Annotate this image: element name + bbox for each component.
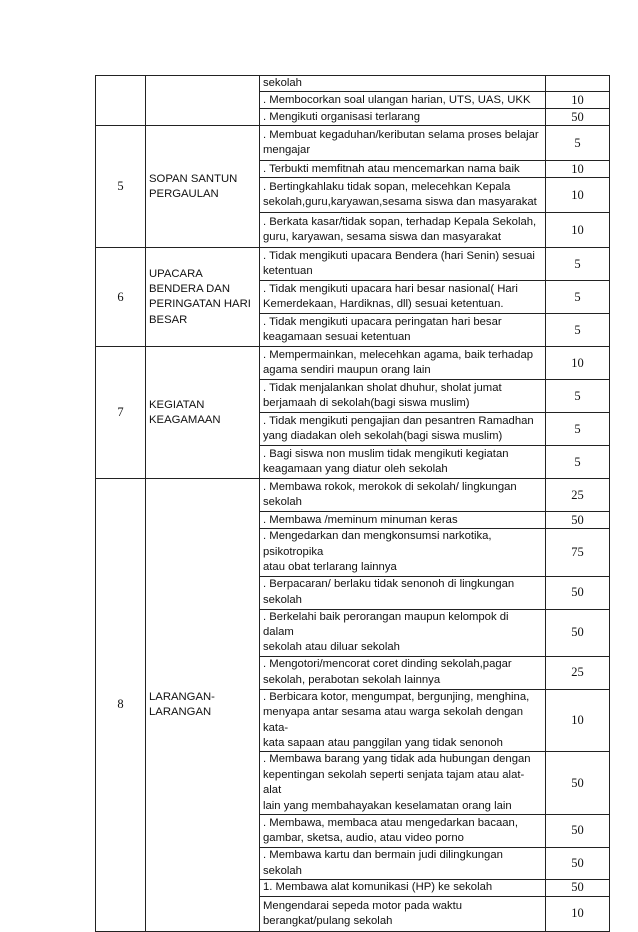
points-cell: 5	[546, 413, 610, 446]
violation-description-cell: sekolah	[260, 76, 546, 92]
violation-description-cell: 1. Membawa alat komunikasi (HP) ke sekolah	[260, 879, 546, 896]
points-cell: 25	[546, 656, 610, 689]
points-cell: 50	[546, 752, 610, 815]
points-cell: 50	[546, 512, 610, 529]
violation-description-cell: . Tidak mengikuti upacara Bendera (hari Senin) sesuai ketentuan	[260, 248, 546, 281]
points-cell: 50	[546, 815, 610, 848]
category-cell: LARANGAN- LARANGAN	[146, 479, 260, 932]
violation-description-cell: . Bertingkahlaku tidak sopan, melecehkan Kepala sekolah,guru,karyawan,sesama siswa dan masyarakat	[260, 178, 546, 213]
points-cell: 5	[546, 248, 610, 281]
violation-table-body	[96, 76, 610, 932]
points-cell: 10	[546, 896, 610, 931]
table-row	[96, 126, 610, 161]
violation-description-cell: . Tidak mengikuti upacara hari besar nasional( Hari Kemerdekaan, Hardiknas, dll) sesuai ketentuan.	[260, 281, 546, 314]
points-cell: 10	[546, 178, 610, 213]
violation-description-cell: . Membocorkan soal ulangan harian, UTS, UAS, UKK	[260, 92, 546, 109]
violation-description-cell: . Mengikuti organisasi terlarang	[260, 109, 546, 126]
violation-description-cell: . Membawa kartu dan bermain judi dilingkungan sekolah	[260, 848, 546, 880]
points-cell: 10	[546, 92, 610, 109]
violation-description-cell: . Membuat kegaduhan/keributan selama proses belajar mengajar	[260, 126, 546, 161]
points-cell	[546, 76, 610, 92]
row-number-cell	[96, 76, 146, 126]
violation-description-cell: . Membawa rokok, merokok di sekolah/ lingkungan sekolah	[260, 479, 546, 512]
table-row	[96, 76, 610, 92]
row-number-cell: 6	[96, 248, 146, 347]
violation-description-cell: . Terbukti memfitnah atau mencemarkan nama baik	[260, 161, 546, 178]
points-cell: 5	[546, 126, 610, 161]
violation-description-cell: . Bagi siswa non muslim tidak mengikuti kegiatan keagamaan yang diatur oleh sekolah	[260, 446, 546, 479]
points-cell: 5	[546, 446, 610, 479]
violation-points-table	[95, 75, 610, 932]
category-cell: KEGIATAN KEAGAMAAN	[146, 347, 260, 479]
violation-description-cell: Mengendarai sepeda motor pada waktu berangkat/pulang sekolah	[260, 896, 546, 931]
category-cell: UPACARA BENDERA DAN PERINGATAN HARI BESAR	[146, 248, 260, 347]
points-cell: 50	[546, 848, 610, 880]
points-cell: 10	[546, 213, 610, 248]
category-cell	[146, 76, 260, 126]
row-number-cell: 7	[96, 347, 146, 479]
violation-description-cell: . Tidak mengikuti pengajian dan pesantren Ramadhan yang diadakan oleh sekolah(bagi siswa muslim)	[260, 413, 546, 446]
violation-description-cell: . Berpacaran/ berlaku tidak senonoh di lingkungan sekolah	[260, 576, 546, 609]
violation-description-cell: . Berkelahi baik perorangan maupun kelompok di dalam sekolah atau diluar sekolah	[260, 609, 546, 656]
points-cell: 5	[546, 380, 610, 413]
points-cell: 5	[546, 281, 610, 314]
points-cell: 10	[546, 689, 610, 752]
points-cell: 25	[546, 479, 610, 512]
category-cell: SOPAN SANTUN PERGAULAN	[146, 126, 260, 248]
points-cell: 50	[546, 109, 610, 126]
violation-description-cell: . Tidak mengikuti upacara peringatan hari besar keagamaan sesuai ketentuan	[260, 314, 546, 347]
points-cell: 50	[546, 879, 610, 896]
points-cell: 75	[546, 529, 610, 576]
points-cell: 10	[546, 347, 610, 380]
row-number-cell: 5	[96, 126, 146, 248]
violation-description-cell: . Membawa, membaca atau mengedarkan bacaan, gambar, sketsa, audio, atau video porno	[260, 815, 546, 848]
violation-description-cell: . Berkata kasar/tidak sopan, terhadap Kepala Sekolah, guru, karyawan, sesama siswa dan masyarakat	[260, 213, 546, 248]
violation-description-cell: . Mengedarkan dan mengkonsumsi narkotika, psikotropika atau obat terlarang lainnya	[260, 529, 546, 576]
points-cell: 5	[546, 314, 610, 347]
table-row	[96, 479, 610, 512]
violation-description-cell: . Membawa /meminum minuman keras	[260, 512, 546, 529]
violation-description-cell: . Tidak menjalankan sholat dhuhur, sholat jumat berjamaah di sekolah(bagi siswa muslim)	[260, 380, 546, 413]
table-row	[96, 248, 610, 281]
points-cell: 10	[546, 161, 610, 178]
row-number-cell: 8	[96, 479, 146, 932]
table-row	[96, 347, 610, 380]
violation-description-cell: . Mengotori/mencorat coret dinding sekolah,pagar sekolah, perabotan sekolah lainnya	[260, 656, 546, 689]
violation-description-cell: . Membawa barang yang tidak ada hubungan dengan kepentingan sekolah seperti senjata tajam atau alat-alat lain yang membahayakan keselamatan orang lain	[260, 752, 546, 815]
points-cell: 50	[546, 609, 610, 656]
points-cell: 50	[546, 576, 610, 609]
violation-description-cell: . Mempermainkan, melecehkan agama, baik terhadap agama sendiri maupun orang lain	[260, 347, 546, 380]
violation-description-cell: . Berbicara kotor, mengumpat, bergunjing, menghina, menyapa antar sesama atau warga sekolah dengan kata- kata sapaan atau panggilan yang tidak senonoh	[260, 689, 546, 752]
